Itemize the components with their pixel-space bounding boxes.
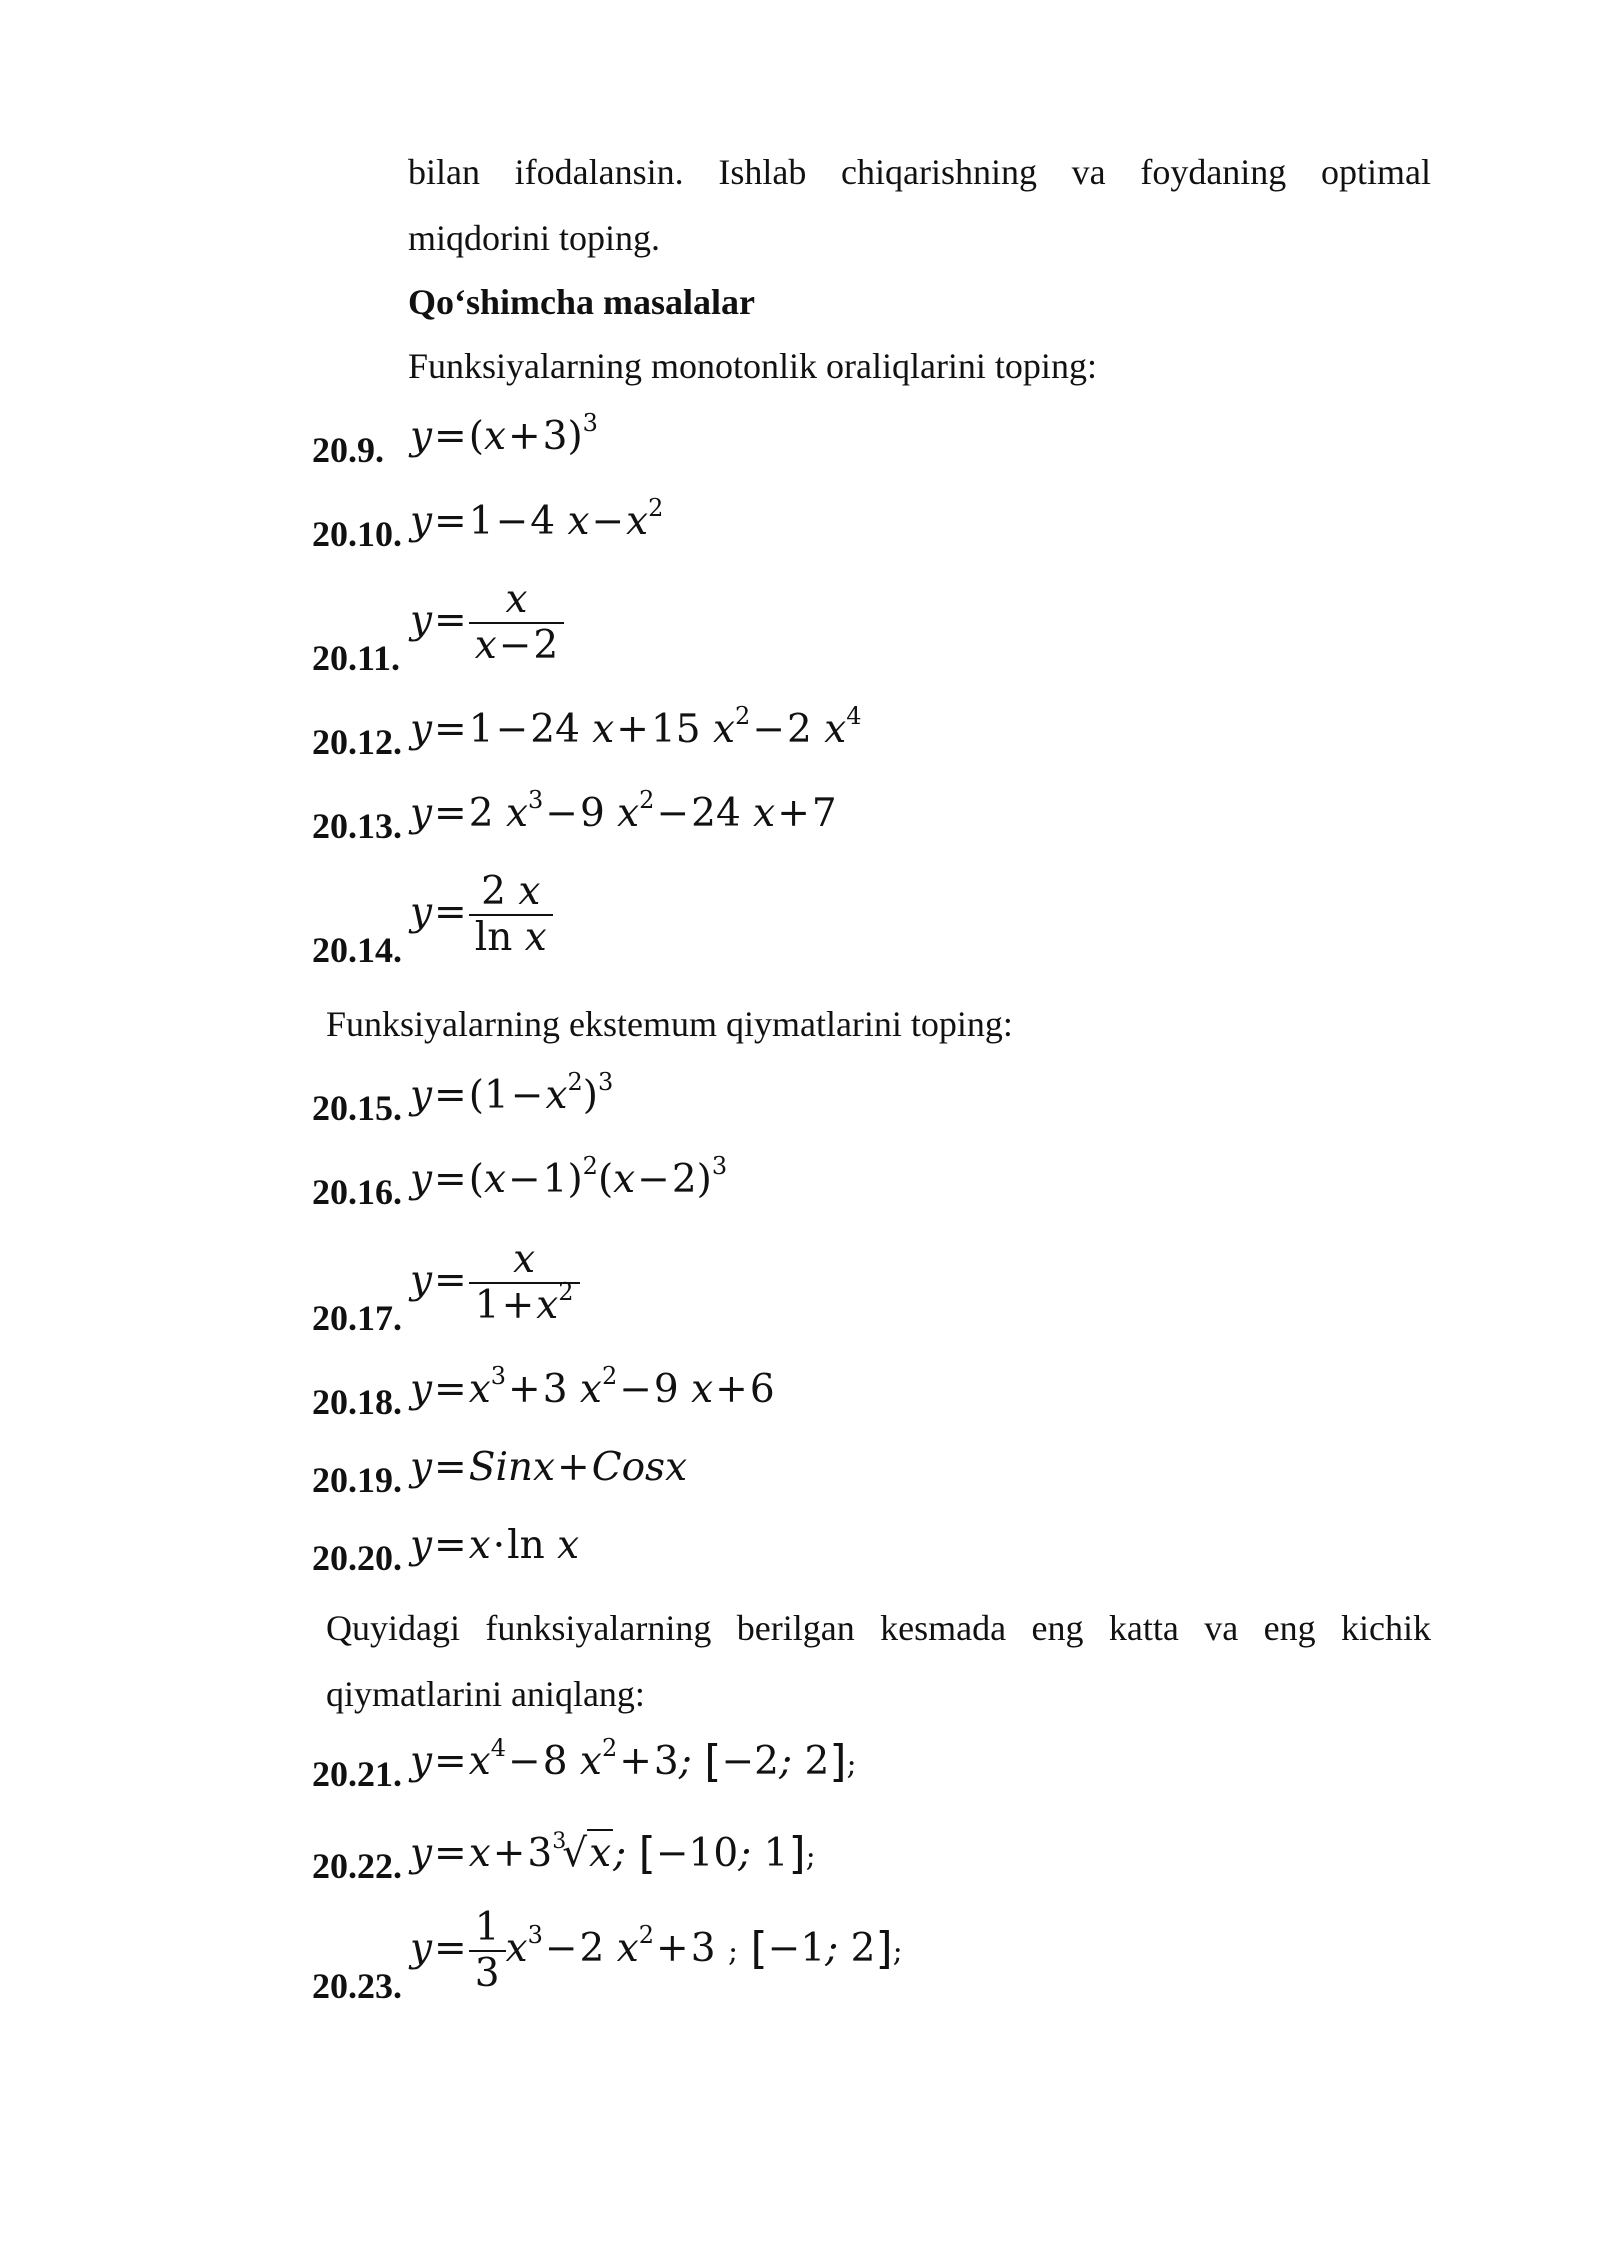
formula-20-23: y= $\frac{1}{3}$ $x^3-2$ $x^2+3$ ; [−1; 2];: [410, 1905, 903, 1996]
problem-number-20-17: 20.17.: [312, 1298, 402, 1338]
formula-20-18: $y=x^3+3$ $x^2-9$ x+6: [410, 1362, 775, 1412]
problem-number-20-14: 20.14.: [312, 930, 402, 970]
problem-number-20-19: 20.19.: [312, 1460, 402, 1500]
formula-20-21: $y=x^4-8$ $x^2+3$; [−2; 2];: [410, 1734, 857, 1787]
formula-20-11: y= $\frac{x}{x-2}$: [410, 578, 564, 668]
problem-number-20-21: 20.21.: [312, 1754, 402, 1794]
formula-20-14: y= $\frac{2 x}{\text{ln x}}$: [410, 870, 553, 960]
extremum-prompt: Funksiyalarning ekstemum qiymatlarini toping:: [326, 1004, 1013, 1044]
problem-number-20-22: 20.22.: [312, 1846, 402, 1886]
problem-number-20-16: 20.16.: [312, 1172, 402, 1212]
minmax-prompt-line-1: Quyidagi funksiyalarning berilgan kesmada eng katta va eng kichik: [326, 1608, 1431, 1648]
minmax-prompt-line-2: qiymatlarini aniqlang:: [326, 1674, 645, 1714]
formula-20-10: y=1−4 $x-x^2$: [410, 494, 664, 544]
problem-number-20-20: 20.20.: [312, 1538, 402, 1578]
formula-20-17: y= $\frac{x}{1+x^2}$: [410, 1238, 580, 1328]
formula-20-15: $y=(1-x^2)^3$: [410, 1068, 614, 1118]
formula-20-20: y=x·ln x: [410, 1523, 580, 1568]
formula-20-12: y=1−24 x+15 $x^2-2$ $x^4$: [410, 702, 862, 752]
minmax-paragraph: [326, 1606, 1431, 1650]
problem-number-20-11: 20.11.: [312, 638, 401, 678]
problem-number-20-13: 20.13.: [312, 806, 402, 846]
section-title: Qo‘shimcha masalalar: [408, 282, 755, 322]
formula-20-13: y=2 $x^3-9$ $x^2-24$ x+7: [410, 786, 837, 836]
problem-number-20-18: 20.18.: [312, 1382, 402, 1422]
monotonic-prompt: Funksiyalarning monotonlik oraliqlarini toping:: [408, 346, 1097, 386]
problem-number-20-23: 20.23.: [312, 1966, 402, 2006]
intro-line-1: bilan ifodalansin. Ishlab chiqarishning va foydaning optimal: [408, 152, 1431, 192]
intro-paragraph: [408, 150, 1431, 194]
problem-number-20-9: 20.9.: [312, 430, 384, 470]
problem-number-20-12: 20.12.: [312, 722, 402, 762]
problem-number-20-15: 20.15.: [312, 1088, 402, 1128]
formula-20-16: $y=(x-1)^2(x-2)^3$: [410, 1152, 728, 1202]
formula-20-9: $y=(x+3)^3$: [410, 409, 598, 459]
intro-line-2: miqdorini toping.: [408, 218, 660, 258]
formula-20-22: y=x+3 3 √x; [−10; 1];: [410, 1828, 816, 1879]
problem-number-20-10: 20.10.: [312, 514, 402, 554]
formula-20-19: y=Sinx+Cosx: [410, 1445, 688, 1490]
